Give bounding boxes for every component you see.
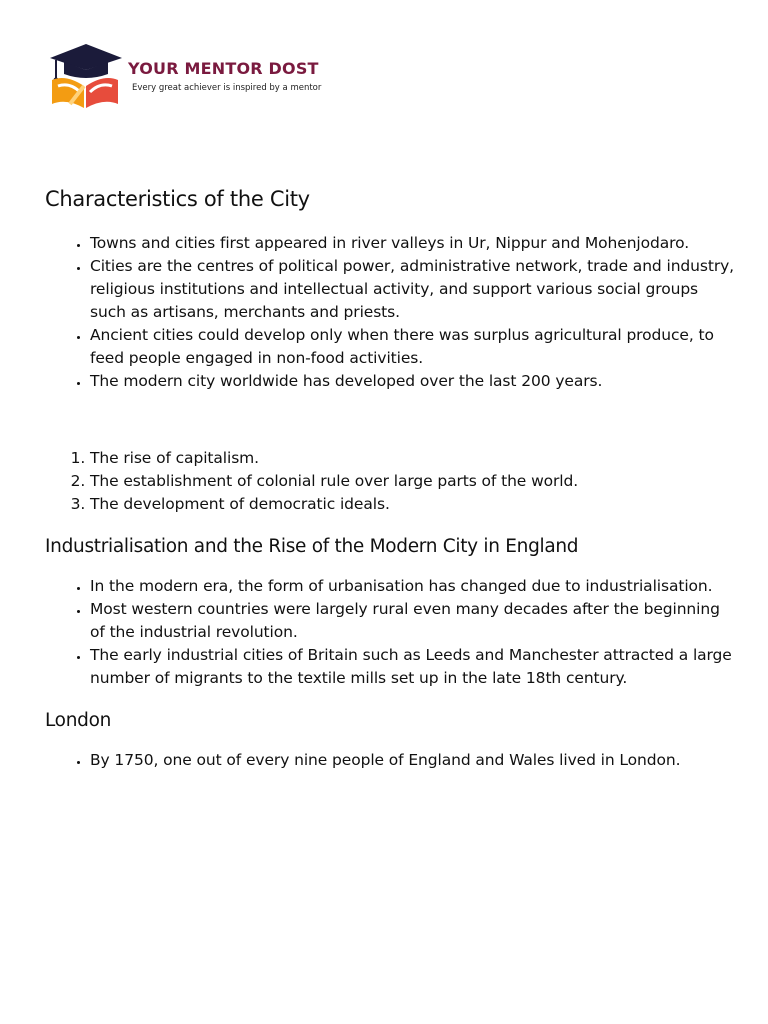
list-item: • The early industrial cities of Britain such as Leeds and Manchester attracted a large number of migrants to the textile mills set up in the late 18th century.: [90, 644, 735, 690]
logo-tagline: Every great achiever is inspired by a mentor: [132, 83, 322, 93]
list-item: • The modern city worldwide has developed over the last 200 years.: [90, 370, 735, 393]
list-item: • In the modern era, the form of urbanisation has changed due to industrialisation.: [90, 575, 735, 598]
list-item: • Ancient cities could develop only when there was surplus agricultural produce, to feed people engaged in non-food activities.: [90, 324, 735, 370]
list-item: • Most western countries were largely rural even many decades after the beginning of the industrial revolution.: [90, 598, 735, 644]
logo-title: YOUR MENTOR DOST: [128, 59, 319, 78]
bullet-list-industrialisation: [45, 575, 735, 690]
list-item: • By 1750, one out of every nine people of England and Wales lived in London.: [90, 749, 735, 772]
list-item: 1. The rise of capitalism.: [90, 447, 735, 470]
logo: [46, 40, 336, 112]
section-heading-london: London: [45, 710, 112, 731]
bullet-list-characteristics: [45, 232, 735, 393]
numbered-list-modern-city: [45, 447, 735, 516]
section-heading-characteristics: Characteristics of the City: [45, 187, 310, 211]
bullet-list-london: [45, 749, 735, 772]
list-item: 2. The establishment of colonial rule over large parts of the world.: [90, 470, 735, 493]
document-body: [45, 184, 735, 772]
list-item: • Cities are the centres of political power, administrative network, trade and industry, religious institutions and intellectual activity, and support various social groups such as artisans, merchants and priests.: [90, 255, 735, 324]
list-item: 3. The development of democratic ideals.: [90, 493, 735, 516]
list-item: • Towns and cities first appeared in river valleys in Ur, Nippur and Mohenjodaro.: [90, 232, 735, 255]
graduation-cap-book-icon: [46, 40, 124, 110]
section-heading-industrialisation: Industrialisation and the Rise of the Modern City in England: [45, 536, 579, 557]
